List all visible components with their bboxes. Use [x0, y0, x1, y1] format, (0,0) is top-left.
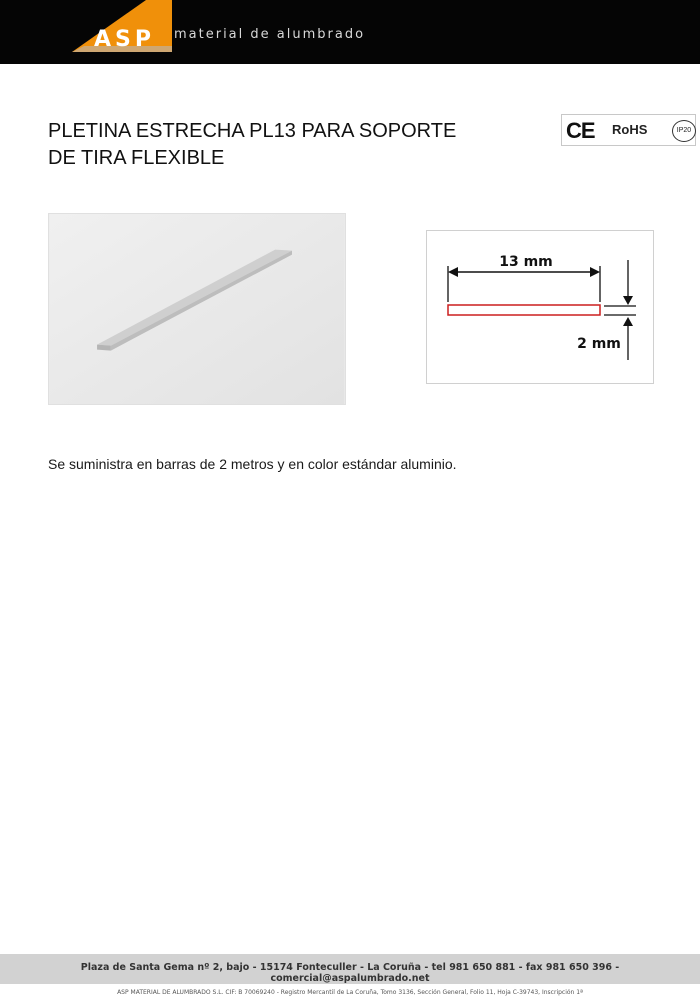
company-tagline: material de alumbrado — [174, 27, 366, 42]
product-photo — [48, 213, 346, 405]
aluminium-profile-image — [49, 214, 345, 404]
product-description: Se suministra en barras de 2 metros y en color estándar aluminio. — [48, 456, 457, 472]
certification-badges — [561, 114, 696, 146]
logo-text: ASP — [94, 27, 155, 52]
page-title — [48, 118, 548, 172]
ip20-mark-icon: IP20 — [672, 120, 696, 142]
rohs-mark-icon: RoHS — [612, 122, 648, 137]
ce-mark-icon: CE — [566, 118, 595, 143]
footer-address: Plaza de Santa Gema nº 2, bajo - 15174 Fonteculler - La Coruña - tel 981 650 881 - fax 981 650 396 - comercial@aspalumbrado.net — [80, 962, 620, 984]
profile-cross-section — [448, 305, 600, 315]
title-line-1: PLETINA ESTRECHA PL13 PARA SOPORTE — [48, 120, 457, 142]
title-line-2: DE TIRA FLEXIBLE — [48, 147, 225, 169]
footer-legal: ASP MATERIAL DE ALUMBRADO S.L. CIF: B 70069240 - Registro Mercantil de La Coruña, Tomo 3136, Sección General, Folio 11, Hoja C-39743, Inscripción 1ª — [117, 989, 583, 996]
profile-dimensions-drawing — [426, 230, 654, 384]
dimension-diagram — [426, 230, 654, 384]
width-label: 13 mm — [499, 254, 553, 270]
page-header — [0, 0, 700, 64]
height-label: 2 mm — [577, 336, 621, 352]
asp-logo[interactable] — [60, 0, 180, 64]
